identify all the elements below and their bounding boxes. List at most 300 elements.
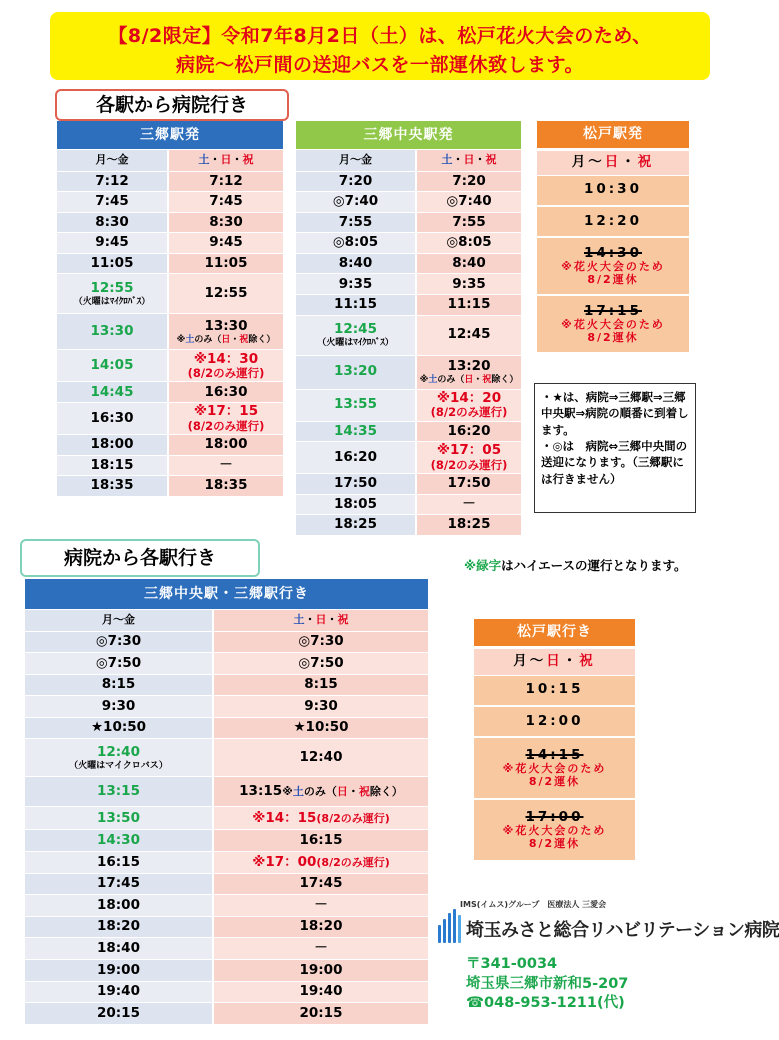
table-row — [57, 382, 283, 403]
column-header-row — [296, 149, 521, 171]
table-row — [537, 237, 689, 295]
weekday-time: 20:15 — [97, 1004, 140, 1021]
weekday-time-cell — [296, 212, 416, 233]
weekday-time: 18:00 — [97, 896, 140, 913]
table-row — [25, 960, 428, 982]
weekend-time-cell — [416, 389, 521, 421]
weekend-time-cell — [416, 233, 521, 254]
column-header-row — [25, 609, 428, 631]
weekend-time-cell — [213, 653, 428, 675]
weekend-time: 13:30 — [204, 318, 248, 335]
weekend-time-cell — [168, 435, 283, 456]
table-row — [296, 474, 521, 495]
weekend-time-cell — [168, 382, 283, 403]
weekday-column-header: 月～金 — [296, 149, 416, 171]
weekend-time-cell — [416, 192, 521, 213]
weekday-time: 14:05 — [90, 357, 134, 374]
weekend-note-part: ※ — [282, 785, 293, 799]
table-row — [25, 895, 428, 917]
table-row — [25, 981, 428, 1003]
col-header-part: ・ — [231, 152, 243, 166]
weekend-note — [282, 785, 403, 798]
weekend-time: ◎8:05 — [446, 234, 492, 251]
time: 14:30 — [584, 244, 642, 261]
weekend-time-cell — [168, 233, 283, 254]
misato-chuo-departure-table — [296, 121, 521, 536]
col-header-part: 土 — [198, 152, 210, 166]
weekend-note-part: 祝 — [482, 374, 492, 385]
weekend-note-part: のみ（ — [194, 334, 222, 345]
time: 14:15 — [525, 746, 584, 763]
weekday-time-cell — [296, 494, 416, 515]
weekend-time-cell — [416, 212, 521, 233]
weekend-time-cell — [168, 350, 283, 382]
weekend-time: 8:15 — [304, 676, 338, 693]
weekend-time: 8:30 — [209, 213, 243, 230]
weekend-time: ※17：00 — [252, 853, 317, 870]
table-row — [25, 873, 428, 895]
cancel-note: ※花火大会のため — [502, 762, 607, 776]
weekday-time: ◎7:30 — [95, 633, 142, 650]
weekday-time-cell — [57, 455, 168, 476]
col-header-part: 祝 — [242, 152, 254, 166]
weekend-time-cell — [213, 1003, 428, 1025]
cancelled-time-cell — [474, 737, 635, 799]
table-row — [57, 192, 283, 213]
weekend-time-cell — [213, 938, 428, 960]
col-header-part: ～ — [529, 652, 547, 669]
weekday-time-cell — [296, 192, 416, 213]
table-row — [296, 421, 521, 442]
col-header-part: 祝 — [337, 612, 349, 626]
weekday-time-cell — [57, 192, 168, 213]
weekend-time-cell — [168, 476, 283, 497]
weekday-time-cell — [25, 916, 213, 938]
column-header-row — [537, 149, 689, 175]
weekday-time-cell — [57, 382, 168, 403]
time-cell — [537, 206, 689, 237]
weekend-time: 19:40 — [299, 983, 343, 1000]
weekday-time: 17:45 — [97, 875, 140, 892]
weekend-time: ※14：30 — [193, 350, 259, 367]
weekend-note — [419, 375, 519, 385]
table-row — [296, 171, 521, 192]
weekend-time: 11:05 — [204, 254, 248, 271]
weekend-time-cell — [213, 895, 428, 917]
weekend-column-header — [213, 609, 428, 631]
table-row — [25, 674, 428, 696]
table-row — [57, 274, 283, 314]
table-row — [57, 233, 283, 254]
weekend-time: 20:15 — [299, 1004, 343, 1021]
table-row — [25, 938, 428, 960]
weekday-time: 19:00 — [97, 961, 140, 978]
weekend-time: 8:40 — [452, 254, 486, 271]
weekend-time-cell — [213, 739, 428, 777]
weekend-time-cell — [168, 403, 283, 435]
weekday-time: 9:45 — [95, 234, 129, 251]
table-row — [296, 442, 521, 474]
col-header-part: 日 — [546, 652, 563, 669]
weekday-time-cell — [296, 389, 416, 421]
col-header-part: ・ — [562, 652, 580, 669]
weekday-time-cell — [296, 253, 416, 274]
weekend-time-cell — [416, 253, 521, 274]
weekend-run-note: (8/2のみ運行) — [430, 457, 508, 472]
table-header: 三郷中央駅・三郷駅行き — [25, 579, 428, 609]
weekday-time-cell — [57, 350, 168, 382]
matsudo-departure-table — [537, 121, 689, 354]
weekend-time-cell — [213, 852, 428, 874]
weekend-time-cell — [168, 212, 283, 233]
table-row — [25, 717, 428, 739]
weekday-time: 8:40 — [338, 254, 373, 271]
table-row — [296, 494, 521, 515]
weekend-time-cell — [213, 717, 428, 739]
weekday-time-cell — [57, 212, 168, 233]
col-header-part: 祝 — [579, 652, 596, 669]
weekend-note-part: 日 — [464, 374, 474, 385]
weekend-time: ◎7:40 — [446, 193, 492, 210]
weekday-time: 7:12 — [95, 172, 129, 189]
table-row — [57, 476, 283, 497]
logo-bars-icon — [438, 909, 466, 943]
weekend-time: 11:15 — [447, 296, 491, 313]
weekday-time-cell — [57, 253, 168, 274]
col-header-part: 祝 — [485, 152, 497, 166]
weekday-time: 7:20 — [338, 172, 373, 189]
weekday-time: 14:35 — [334, 422, 377, 439]
section-title-to-hospital: 各駅から病院行き — [55, 89, 289, 121]
weekday-note: （火曜はﾏｲｸﾛﾊﾞｽ） — [73, 296, 151, 307]
table-row — [57, 455, 283, 476]
weekend-run-note: (8/2のみ運行) — [187, 418, 265, 433]
weekend-time-cell — [168, 192, 283, 213]
weekday-time-cell — [25, 1003, 213, 1025]
cancel-date: 8/2運休 — [587, 272, 639, 286]
hospital-name: 埼玉みさと総合リハビリテーション病院 — [466, 920, 779, 941]
table-row — [537, 295, 689, 353]
col-header-part: 月 — [513, 652, 530, 669]
weekday-time: 9:35 — [338, 275, 373, 292]
green-note-prefix: ※緑字 — [464, 558, 502, 573]
table-header: 三郷中央駅発 — [296, 121, 521, 149]
notice-line-1: 【8/2限定】令和7年8月2日（土）は、松戸花火大会のため、 — [108, 25, 652, 47]
weekday-time-cell — [57, 314, 168, 350]
table-row — [296, 253, 521, 274]
weekend-time: ★10:50 — [293, 719, 349, 736]
weekend-note-part: 除く） — [491, 374, 519, 385]
weekend-note-part: のみ（ — [303, 785, 337, 799]
cancel-date: 8/2運休 — [587, 330, 639, 344]
col-header-part: ・ — [621, 153, 638, 170]
weekday-time: 18:35 — [90, 477, 134, 494]
weekend-time: 13:15 — [239, 783, 283, 800]
weekend-time-cell — [416, 474, 521, 495]
weekend-time: 12:55 — [204, 285, 248, 302]
col-header-part: ・ — [452, 152, 464, 166]
table-row — [25, 916, 428, 938]
notice-line-2: 病院～松戸間の送迎バスを一部運休致します。 — [176, 54, 584, 76]
col-header-part: 土 — [293, 612, 305, 626]
weekday-time: 13:20 — [334, 363, 377, 380]
weekend-time: ◎7:50 — [298, 654, 344, 671]
weekday-column-header: 月～金 — [25, 609, 213, 631]
weekday-time: 11:05 — [90, 254, 134, 271]
table-row — [25, 696, 428, 718]
weekday-time: ◎7:40 — [332, 193, 379, 210]
cancel-note: ※花火大会のため — [502, 824, 607, 838]
weekday-time-cell — [25, 895, 213, 917]
weekday-time-cell — [25, 696, 213, 718]
col-header-part: 月 — [571, 153, 589, 170]
weekday-time-cell — [25, 777, 213, 807]
weekend-time: ※14：15 — [252, 809, 317, 826]
weekday-time-cell — [57, 403, 168, 435]
weekend-time: 9:30 — [304, 697, 338, 714]
weekend-time-cell — [416, 421, 521, 442]
weekend-column-header — [168, 149, 283, 171]
weekday-time: 16:20 — [334, 448, 377, 465]
weekend-note-part: 土 — [185, 334, 195, 345]
table-row — [57, 253, 283, 274]
weekend-time: 7:45 — [209, 193, 243, 210]
weekend-time-cell — [168, 455, 283, 476]
weekend-time-cell — [213, 777, 428, 807]
table-header: 三郷駅発 — [57, 121, 283, 149]
header-row — [474, 619, 635, 647]
cancel-note: ※花火大会のため — [561, 318, 665, 332]
weekend-time: 18:00 — [204, 436, 248, 453]
weekend-time: ※17：15 — [193, 403, 259, 420]
weekday-time-cell — [25, 653, 213, 675]
weekend-run-note: (8/2のみ運行) — [316, 811, 390, 825]
weekday-time: 18:15 — [90, 456, 134, 473]
weekday-time-cell — [25, 938, 213, 960]
weekend-time-cell — [213, 981, 428, 1003]
weekend-time-cell — [416, 355, 521, 389]
weekday-time: 13:15 — [97, 783, 140, 800]
notice-banner — [50, 12, 710, 80]
weekday-note: （火曜はマイクロバス） — [69, 760, 168, 771]
weekday-time: ★10:50 — [90, 719, 147, 736]
weekend-run-note: (8/2のみ運行) — [316, 855, 390, 869]
weekend-note-part: のみ（ — [437, 374, 465, 385]
weekday-time: 14:30 — [97, 832, 140, 848]
header-row — [57, 121, 283, 149]
hospital-address-block — [466, 955, 628, 1014]
misato-departure-table — [57, 121, 283, 497]
weekday-time-cell — [296, 442, 416, 474]
table-row — [25, 852, 428, 874]
weekend-time-cell — [168, 274, 283, 314]
table-row — [474, 675, 635, 706]
time-cell — [474, 675, 635, 706]
table-row — [296, 274, 521, 295]
weekday-time-cell — [25, 674, 213, 696]
hospital-logo — [438, 899, 779, 949]
weekday-time: ◎8:05 — [332, 234, 379, 251]
table-row — [25, 739, 428, 777]
weekday-time: 14:45 — [90, 383, 134, 400]
weekend-time: 7:12 — [209, 172, 243, 189]
weekend-note-part: ・ — [473, 374, 483, 385]
weekday-time-cell — [25, 852, 213, 874]
green-note-rest: はハイエースの運行となります。 — [501, 558, 687, 573]
route-note-text: ・★は、病院⇒三郷駅⇒三郷中央駅⇒病院の順番に到着します。 ・◎は 病院⇔三郷中央間の送迎になります。（三郷駅には行きません） — [541, 390, 689, 486]
cancelled-time-cell — [474, 799, 635, 861]
weekend-time-cell — [416, 515, 521, 536]
weekend-time-cell — [213, 830, 428, 852]
weekday-time: 18:40 — [97, 939, 140, 956]
weekday-column-header: 月～金 — [57, 149, 168, 171]
column-header — [537, 149, 689, 175]
column-header — [474, 647, 635, 675]
table-row — [296, 192, 521, 213]
time: 17:15 — [584, 302, 642, 319]
matsudo-arrival-table — [474, 619, 635, 862]
column-header-row — [474, 647, 635, 675]
weekend-note-part: 祝 — [239, 334, 249, 345]
weekend-time-cell — [213, 674, 428, 696]
time-cell — [537, 175, 689, 206]
weekday-time-cell — [296, 355, 416, 389]
col-header-part: ～ — [588, 153, 605, 170]
weekday-time: 17:50 — [334, 475, 377, 492]
phone-number: ☎048-953-1211(代) — [466, 995, 625, 1012]
weekday-time-cell — [296, 515, 416, 536]
table-row — [296, 295, 521, 316]
weekday-time: 12:55 — [90, 280, 134, 297]
weekend-time: 18:35 — [204, 477, 248, 494]
weekday-time: 13:50 — [97, 809, 140, 826]
weekend-note — [171, 335, 281, 345]
weekend-time: 18:20 — [299, 918, 343, 935]
weekend-time-cell — [416, 494, 521, 515]
time: 10:30 — [584, 181, 642, 198]
table-row — [25, 830, 428, 852]
weekday-time: 16:15 — [97, 853, 140, 870]
weekend-time-cell — [168, 253, 283, 274]
table-row — [296, 315, 521, 355]
weekend-time-cell — [213, 960, 428, 982]
weekday-time-cell — [296, 315, 416, 355]
weekend-time: － — [219, 456, 233, 473]
weekday-time-cell — [57, 171, 168, 192]
table-row — [296, 212, 521, 233]
weekend-note-part: ・ — [347, 785, 359, 799]
weekend-time: 12:45 — [447, 326, 491, 343]
weekend-time: 16:20 — [447, 422, 491, 439]
table-row — [25, 631, 428, 653]
cancelled-time-cell — [537, 295, 689, 353]
weekend-note-part: ※ — [176, 334, 186, 345]
weekend-time-cell — [213, 873, 428, 895]
weekend-note-part: 日 — [221, 334, 231, 345]
street-address: 埼玉県三郷市新和5-207 — [466, 975, 629, 992]
weekday-time: 13:30 — [90, 323, 134, 340]
weekend-time-cell — [416, 274, 521, 295]
weekend-time: 19:00 — [299, 961, 343, 978]
table-row — [57, 314, 283, 350]
table-row — [296, 355, 521, 389]
weekday-time-cell — [25, 717, 213, 739]
weekend-note-part: 土 — [292, 785, 304, 799]
table-row — [25, 1003, 428, 1025]
weekday-time-cell — [296, 171, 416, 192]
weekend-time-cell — [168, 314, 283, 350]
time-cell — [474, 706, 635, 737]
weekday-time: 12:45 — [334, 321, 377, 338]
route-note-box — [534, 383, 696, 513]
cancel-date: 8/2運休 — [528, 836, 581, 850]
weekday-time: 18:25 — [334, 516, 377, 533]
col-header-part: 土 — [441, 152, 453, 166]
weekday-time: 8:30 — [95, 213, 129, 230]
weekday-time-cell — [57, 435, 168, 456]
table-row — [296, 389, 521, 421]
table-row — [474, 737, 635, 799]
weekday-time: 11:15 — [334, 296, 377, 313]
weekend-time: － — [314, 939, 328, 956]
col-header-part: 日 — [220, 152, 232, 166]
weekday-time: 18:05 — [334, 495, 377, 512]
table-row — [537, 206, 689, 237]
weekend-time: 9:35 — [452, 275, 486, 292]
table-row — [57, 350, 283, 382]
weekday-time-cell — [25, 807, 213, 830]
weekend-time: 17:45 — [299, 875, 343, 892]
weekend-time: 17:50 — [447, 475, 491, 492]
table-header: 松戸駅発 — [537, 121, 689, 149]
weekend-note-part: 土 — [428, 374, 438, 385]
table-row — [57, 403, 283, 435]
weekday-time-cell — [25, 830, 213, 852]
weekend-time-cell — [168, 171, 283, 192]
weekday-time-cell — [25, 873, 213, 895]
table-row — [537, 175, 689, 206]
table-row — [57, 435, 283, 456]
weekday-time-cell — [296, 295, 416, 316]
header-row — [296, 121, 521, 149]
weekend-time-cell — [416, 315, 521, 355]
weekend-time: 9:45 — [209, 234, 243, 251]
weekend-time: ◎7:30 — [298, 633, 344, 650]
weekday-time: 12:40 — [97, 744, 140, 761]
weekend-time: ※17：05 — [436, 442, 502, 459]
col-header-part: 祝 — [637, 153, 655, 170]
weekday-note: （火曜はﾏｲｸﾛﾊﾞｽ） — [317, 337, 394, 348]
weekday-time-cell — [25, 631, 213, 653]
weekend-time: 13:20 — [447, 358, 491, 375]
time: 10:15 — [525, 681, 584, 698]
table-row — [25, 777, 428, 807]
weekday-time-cell — [296, 421, 416, 442]
col-header-part: 日 — [463, 152, 475, 166]
table-row — [57, 212, 283, 233]
table-row — [25, 807, 428, 830]
hospital-to-misato-table — [25, 579, 428, 1025]
weekday-time: 9:30 — [101, 697, 136, 714]
weekend-time: 16:30 — [204, 383, 248, 400]
weekend-time-cell — [416, 295, 521, 316]
weekend-run-note: (8/2のみ運行) — [187, 366, 265, 381]
green-text-note — [464, 557, 694, 575]
weekday-time-cell — [57, 274, 168, 314]
weekend-time-cell — [213, 807, 428, 830]
hospital-group: IMS(イムス)グループ 医療法人 三愛会 — [460, 900, 607, 909]
weekday-time-cell — [296, 233, 416, 254]
